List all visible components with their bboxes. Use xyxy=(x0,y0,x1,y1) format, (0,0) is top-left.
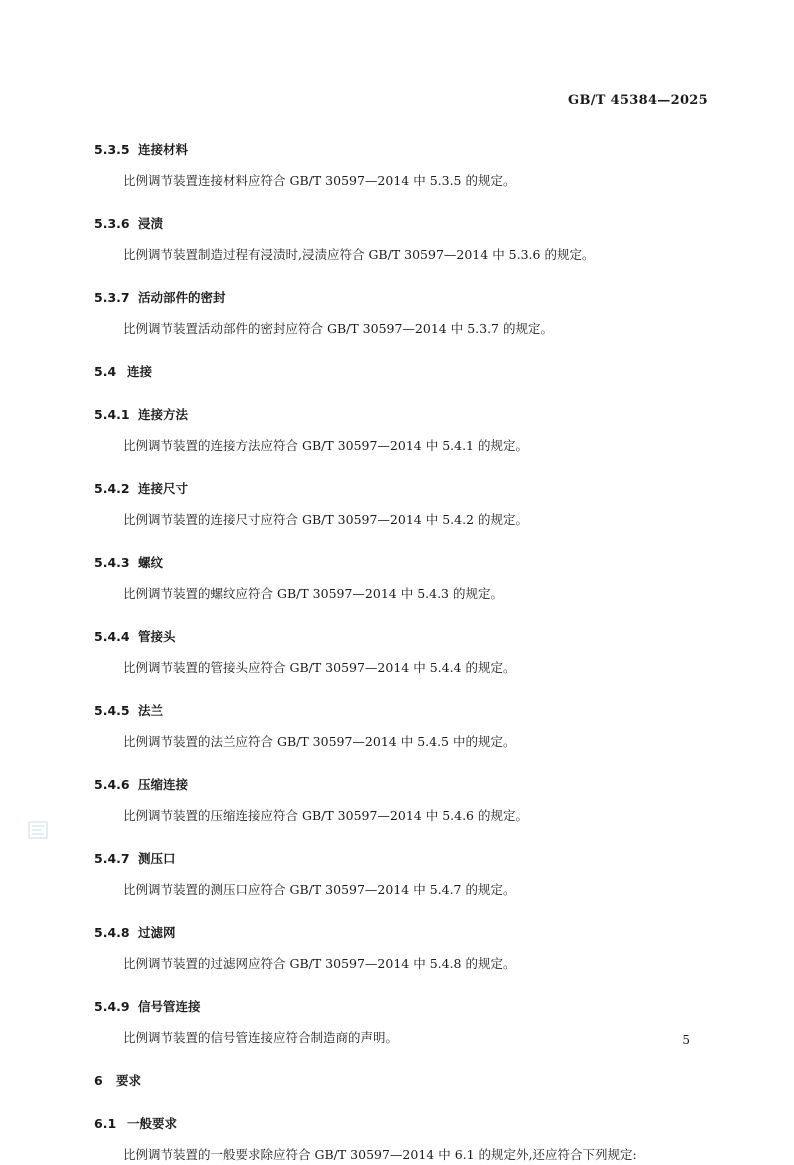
section-title: 测压口 xyxy=(138,851,176,866)
standard-code: GB/T 45384—2025 xyxy=(568,93,708,108)
section-paragraph: 比例调节装置连接材料应符合 GB/T 30597—2014 中 5.3.5 的规定。 xyxy=(123,173,516,188)
page-number: 5 xyxy=(682,1033,690,1047)
section-heading xyxy=(94,627,714,647)
section-title: 螺纹 xyxy=(138,555,164,570)
chapter-heading xyxy=(94,1071,714,1091)
section-number: 5.4.2 xyxy=(94,481,130,496)
section-paragraph: 比例调节装置的管接头应符合 GB/T 30597—2014 中 5.4.4 的规定。 xyxy=(123,660,516,675)
section-number: 5.4.8 xyxy=(94,925,130,940)
section-title: 连接材料 xyxy=(138,142,189,157)
section-title: 连接方法 xyxy=(138,407,189,422)
section-number: 5.4.7 xyxy=(94,851,130,866)
section-paragraph: 比例调节装置的法兰应符合 GB/T 30597—2014 中 5.4.5 中的规定。 xyxy=(123,734,516,749)
section-number: 5.4.6 xyxy=(94,777,130,792)
section-heading xyxy=(94,405,714,425)
section-heading xyxy=(94,923,714,943)
section-paragraph: 比例调节装置的压缩连接应符合 GB/T 30597—2014 中 5.4.6 的规定。 xyxy=(123,808,528,823)
section-heading xyxy=(94,701,714,721)
section-title: 管接头 xyxy=(138,629,176,644)
section-title: 连接 xyxy=(127,364,153,379)
section-paragraph: 比例调节装置的一般要求除应符合 GB/T 30597—2014 中 6.1 的规定外,还应符合下列规定: xyxy=(123,1147,637,1162)
section-number: 5.3.7 xyxy=(94,290,130,305)
section-heading xyxy=(94,1114,714,1134)
section-heading xyxy=(94,362,714,382)
section-number: 6 xyxy=(94,1073,103,1088)
section-number: 5.4.3 xyxy=(94,555,130,570)
watermark-logo-icon xyxy=(26,820,50,840)
section-title: 一般要求 xyxy=(127,1116,178,1131)
section-paragraph: 比例调节装置的螺纹应符合 GB/T 30597—2014 中 5.4.3 的规定。 xyxy=(123,586,503,601)
section-number: 5.4 xyxy=(94,364,117,379)
section-number: 5.4.4 xyxy=(94,629,130,644)
section-heading xyxy=(94,997,714,1017)
section-paragraph: 比例调节装置的连接方法应符合 GB/T 30597—2014 中 5.4.1 的规定。 xyxy=(123,438,528,453)
section-title: 连接尺寸 xyxy=(138,481,189,496)
document-body xyxy=(94,140,714,1165)
section-paragraph: 比例调节装置的信号管连接应符合制造商的声明。 xyxy=(123,1030,399,1045)
section-number: 5.4.9 xyxy=(94,999,130,1014)
section-number: 5.3.6 xyxy=(94,216,130,231)
section-heading xyxy=(94,849,714,869)
section-title: 法兰 xyxy=(138,703,164,718)
section-paragraph: 比例调节装置的测压口应符合 GB/T 30597—2014 中 5.4.7 的规定。 xyxy=(123,882,516,897)
section-heading xyxy=(94,775,714,795)
section-number: 5.3.5 xyxy=(94,142,130,157)
section-paragraph: 比例调节装置的连接尺寸应符合 GB/T 30597—2014 中 5.4.2 的规定。 xyxy=(123,512,528,527)
section-title: 活动部件的密封 xyxy=(138,290,226,305)
section-paragraph: 比例调节装置活动部件的密封应符合 GB/T 30597—2014 中 5.3.7 的规定。 xyxy=(123,321,553,336)
section-heading xyxy=(94,214,714,234)
section-title: 过滤网 xyxy=(138,925,176,940)
section-paragraph: 比例调节装置的过滤网应符合 GB/T 30597—2014 中 5.4.8 的规定。 xyxy=(123,956,516,971)
section-heading xyxy=(94,479,714,499)
section-title: 压缩连接 xyxy=(138,777,189,792)
section-heading xyxy=(94,288,714,308)
section-number: 5.4.1 xyxy=(94,407,130,422)
section-title: 浸渍 xyxy=(138,216,164,231)
section-title: 要求 xyxy=(116,1073,142,1088)
section-number: 6.1 xyxy=(94,1116,117,1131)
section-paragraph: 比例调节装置制造过程有浸渍时,浸渍应符合 GB/T 30597—2014 中 5.3.6 的规定。 xyxy=(123,247,595,262)
section-heading xyxy=(94,140,714,160)
section-title: 信号管连接 xyxy=(138,999,201,1014)
section-heading xyxy=(94,553,714,573)
section-number: 5.4.5 xyxy=(94,703,130,718)
